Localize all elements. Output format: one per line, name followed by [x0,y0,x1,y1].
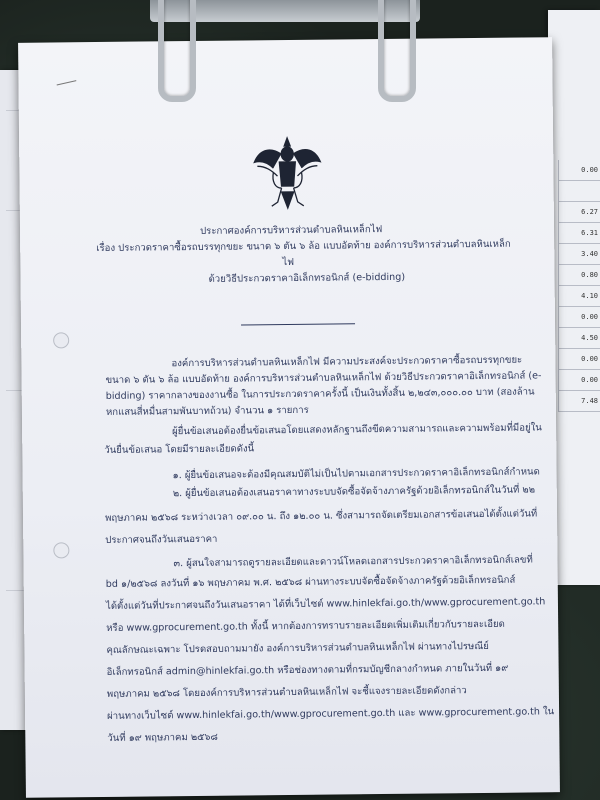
ledger-cell [558,181,600,202]
body-line: พฤษภาคม ๒๕๖๘ โดยองค์การบริหารส่วนตำบลหินเหล็กไฟ จะชี้แจงรายละเอียดดังกล่าว [106,685,467,700]
ledger-cell: 0.00 [558,160,600,181]
header-line: ประกาศองค์การบริหารส่วนตำบลหินเหล็กไฟ [199,224,383,237]
header-line: เรื่อง ประกวดราคาซื้อรถบรรทุกขยะ ขนาด ๖ ตัน ๖ ล้อ แบบอัดท้าย องค์การบริหารส่วนตำบลหินเหล็ก [96,238,511,255]
announcement-sheet [18,37,560,798]
body-line: ๑. ผู้ยื่นข้อเสนอจะต้องมีคุณสมบัติไม่เป็นไปตามเอกสารประกวดราคาอิเล็กทรอนิกส์กำหนด [172,466,540,482]
body-line: ๓. ผู้สนใจสามารถดูรายละเอียดและดาวน์โหลดเอกสารประกวดราคาอิเล็กทรอนิกส์เลขที่ [173,554,533,570]
pen-mark [57,80,77,85]
ledger-cell: 6.27 [558,202,600,223]
body-line: หรือ www.gprocurement.go.th ทั้งนี้ หากต้องการทราบรายละเอียดเพิ่มเติมเกี่ยวกับรายละเอียด [106,618,505,634]
body-line: วันที่ ๑๙ พฤษภาคม ๒๕๖๘ [107,731,218,744]
body-line: พฤษภาคม ๒๕๖๘ ระหว่างเวลา ๐๙.๐๐ น. ถึง ๑๒.๐๐ น. ซึ่งสามารถจัดเตรียมเอกสารข้อเสนอได้ตั้งแต่วันที่ [104,508,538,524]
punch-hole [53,332,69,348]
header-line: ด้วยวิธีประกวดราคาอิเล็กทรอนิกส์ (e-bidding) [208,271,406,285]
ledger-cell: 4.50 [558,328,600,349]
body-line: ขนาด ๖ ตัน ๖ ล้อ แบบอัดท้าย องค์การบริหารส่วนตำบลหินเหล็กไฟ ด้วยวิธีประกวดราคาอิเล็กทรอนิกส์ (e- [105,370,542,386]
body-line: หกแสนสี่หมื่นสามพันบาทถ้วน) จำนวน ๑ รายการ [105,404,309,418]
ledger-cell: 0.80 [558,265,600,286]
binder-ring [378,0,416,102]
body-line: องค์การบริหารส่วนตำบลหินเหล็กไฟ มีความประสงค์จะประกวดราคาซื้อรถบรรทุกขยะ [171,354,523,370]
ledger-cell: 0.00 [558,370,600,391]
body-line: ได้ตั้งแต่วันที่ประกาศจนถึงวันเสนอราคา ได้ที่เว็บไซต์ www.hinlekfai.go.th/www.gprocurement.go.th [105,596,546,612]
ledger-cell: 3.40 [558,244,600,265]
ledger-cell: 4.10 [558,286,600,307]
body-line: bidding) ราคากลางของงานซื้อ ในการประกวดราคาครั้งนี้ เป็นเงินทั้งสิ้น ๒,๒๔๓,๐๐๐.๐๐ บาท (สองล้าน [105,386,535,402]
header-line: ไฟ [282,256,295,269]
body-line: ผ่านทางเว็บไซต์ www.hinlekfai.go.th/www.gprocurement.go.th และ www.gprocurement.go.th ใน [107,706,555,722]
body-line: bd ๑/๒๕๖๘ ลงวันที่ ๑๖ พฤษภาคม พ.ศ. ๒๕๖๘ ผ่านทางระบบจัดซื้อจัดจ้างภาครัฐด้วยอิเล็กทรอนิกส์ [105,574,516,590]
garuda-emblem-icon [251,132,324,213]
ledger-cell: 6.31 [558,223,600,244]
ledger-cell: 7.48 [558,391,600,412]
body-line: ๒. ผู้ยื่นข้อเสนอต้องเสนอราคาทางระบบจัดซื้อจัดจ้างภาครัฐด้วยอิเล็กทรอนิกส์ในวันที่ ๒๒ [172,484,536,500]
body-line: อิเล็กทรอนิกส์ admin@hinlekfai.go.th หรือช่องทางตามที่กรมบัญชีกลางกำหนด ภายในวันที่ ๑๙ [106,662,509,678]
divider-line [241,323,355,325]
binder-ring [158,0,196,102]
body-line: ประกาศจนถึงวันเสนอราคา [105,533,218,546]
body-line: ผู้ยื่นข้อเสนอต้องยื่นข้อเสนอโดยแสดงหลักฐานถึงขีดความสามารถและความพร้อมที่มีอยู่ใน [172,422,542,438]
ledger-cell: 0.00 [558,307,600,328]
ledger-column [558,160,600,460]
body-line: วันยื่นข้อเสนอ โดยมีรายละเอียดดังนี้ [104,443,255,456]
ledger-cell: 0.00 [558,349,600,370]
body-line: คุณลักษณะเฉพาะ โปรดสอบถามมายัง องค์การบริหารส่วนตำบลหินเหล็กไฟ ผ่านทางไปรษณีย์ [106,640,489,656]
punch-hole [53,542,69,558]
